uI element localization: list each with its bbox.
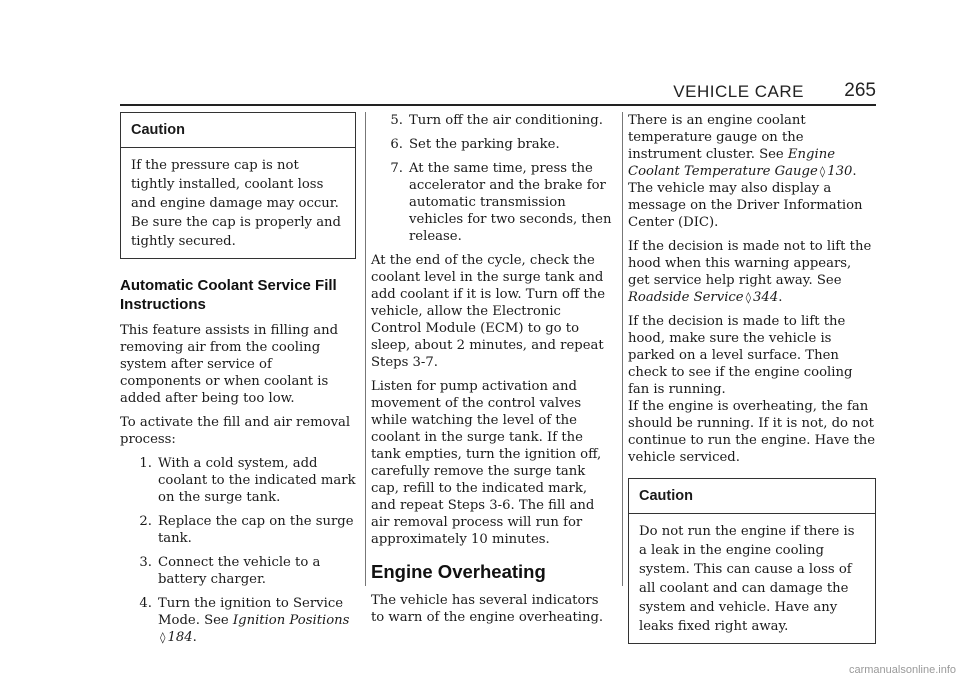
caution-body: If the pressure cap is not tightly installed, coolant loss and engine damage may occur. Be sure the cap is properly and tightly secured. [131,158,341,249]
step-text-content: Turn the ignition to Service Mode. See [158,596,344,628]
step-6 [371,136,615,153]
column-2 [371,112,615,633]
text-run: There is an engine coolant temperature gauge on the instrument cluster. See [628,113,806,162]
cross-reference-link[interactable]: Ignition Positions [232,613,350,628]
page-reference[interactable]: 184 [167,630,193,645]
step-text: With a cold system, add coolant to the indicated mark on the surge tank. [158,456,356,505]
page-number: 265 [844,80,876,101]
paragraph: At the end of the cycle, check the coolant level in the surge tank and add coolant if it is low. Turn off the vehicle, allow the Electronic Control Module (ECM) to go to sleep, about 2 minutes, and repeat Steps 3-7. [371,253,606,370]
page-reference[interactable]: 344 [753,290,779,305]
caution-box-engine-leak [628,478,876,644]
page-ref-icon: ◊ [819,165,826,178]
caution-box-pressure-cap [120,112,356,259]
step-number: 7. [390,161,403,176]
section-heading-engine-overheating: Engine Overheating [371,561,546,582]
paragraph: To activate the fill and air removal process: [120,415,351,447]
paragraph [628,112,876,231]
caution-title: Caution [121,113,355,148]
step-text: At the same time, press the accelerator and the brake for automatic transmission vehicles for two seconds, then release. [409,161,612,244]
column-divider-1 [365,112,366,586]
text-run: If the decision is made not to lift the hood when this warning appears, get service help right away. See [628,239,872,288]
paragraph: Listen for pump activation and movement of the control valves while watching the level of the coolant in the surge tank. If the tank empties, turn the ignition off, carefully remove the surge tank cap, refill to the indicated mark, and repeat Steps 3-6. The fill and air removal process will run for approximately 10 minutes. [371,379,602,547]
text-run: . The vehicle may also display a message on the Driver Information Center (DIC). [628,164,863,230]
step-2 [120,513,356,547]
text-run: . [778,290,783,305]
step-text: Connect the vehicle to a battery charger. [158,555,321,587]
step-text: Replace the cap on the surge tank. [158,514,354,546]
paragraph: If the engine is overheating, the fan should be running. If it is not, do not continue to run the engine. Have the vehicle serviced. [628,399,876,465]
caution-title: Caution [629,479,875,514]
step-number: 1. [139,456,152,471]
step-number: 4. [139,596,152,611]
step-text: Turn off the air conditioning. [409,113,603,128]
paragraph: If the decision is made to lift the hood, make sure the vehicle is parked on a level surface. Then check to see if the engine cooling fan is running. [628,314,853,397]
caution-body: Do not run the engine if there is a leak in the engine cooling system. This can cause a loss of all coolant and can damage the system and vehicle. Have any leaks fixed right away. [639,524,855,634]
punctuation: . [192,630,197,645]
page-header [120,80,876,104]
column-1 [120,112,356,653]
step-text [158,595,356,646]
step-7 [371,160,615,245]
cross-reference-link[interactable]: Engine Coolant Temperature Gauge [628,147,835,179]
step-number: 2. [139,514,152,529]
section-heading-coolant-fill: Automatic Coolant Service Fill Instructions [120,277,337,313]
page-ref-icon: ◊ [160,631,166,644]
step-number: 5. [390,113,403,128]
step-number: 3. [139,555,152,570]
paragraph [628,238,876,306]
paragraph: The vehicle has several indicators to warn of the engine overheating. [371,593,604,625]
step-4 [120,595,356,646]
step-1 [120,455,356,506]
column-3 [628,112,876,644]
paragraph: This feature assists in filling and removing air from the cooling system after service of components or when coolant is added after being too low. [120,323,339,406]
section-title: VEHICLE CARE [673,82,804,101]
page-ref-icon: ◊ [745,291,752,304]
step-3 [120,554,356,588]
header-rule [120,104,876,106]
page-reference[interactable]: 130 [827,164,853,179]
step-text: Set the parking brake. [409,137,560,152]
watermark: carmanualsonline.info [848,664,956,676]
step-number: 6. [390,137,403,152]
cross-reference-link[interactable]: Roadside Service [628,290,744,305]
step-5 [371,112,615,129]
column-divider-2 [622,112,623,586]
